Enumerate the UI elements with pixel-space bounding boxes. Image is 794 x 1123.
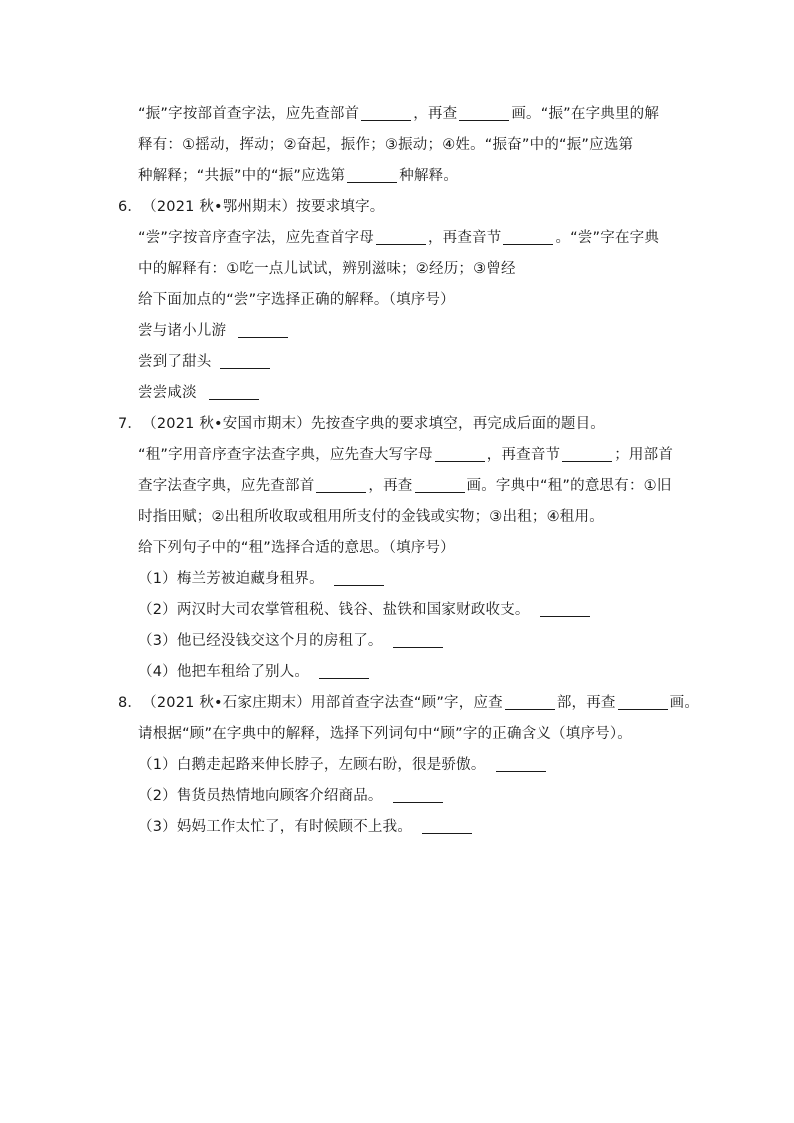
- answer-blank[interactable]: [238, 323, 288, 338]
- q6-line-1: “尝”字按音序查字法，应先查首字母 ，再查音节 。“尝”字在字典: [138, 230, 660, 246]
- q7-item-3: （3）他已经没钱交这个月的房租了。: [138, 631, 445, 651]
- answer-blank[interactable]: [459, 106, 509, 121]
- q7-line-4: 给下列句子中的“租”选择合适的意思。（填序号）: [138, 540, 455, 556]
- q7-item-4: （4）他把车租给了别人。: [138, 662, 371, 682]
- answer-blank[interactable]: [540, 602, 590, 617]
- answer-blank[interactable]: [220, 354, 270, 369]
- q6-line-3: 给下面加点的“尝”字选择正确的解释。（填序号）: [138, 292, 455, 308]
- q5-line-1: “振”字按部首查字法，应先查部首 ，再查 画。“振”在字典里的解: [138, 106, 660, 122]
- answer-blank[interactable]: [316, 478, 366, 493]
- q8-item-1: （1）白鹅走起路来伸长脖子，左顾右盼，很是骄傲。: [138, 755, 548, 775]
- q8-line-2: 请根据“顾”在字典中的解释，选择下列词句中“顾”字的正确含义（填序号）。: [138, 726, 632, 742]
- question-source: （2021 秋•石家庄期末）用部首查字法查“顾”字，应查: [142, 695, 503, 711]
- answer-blank[interactable]: [393, 788, 443, 803]
- answer-blank[interactable]: [376, 230, 426, 245]
- q6-item-1: 尝与诸小儿游: [138, 321, 290, 341]
- q8-item-3: （3）妈妈工作太忙了，有时候顾不上我。: [138, 817, 474, 837]
- q7-line-1: “租”字用音序查字法查字典，应先查大写字母 ，再查音节 ；用部首: [138, 447, 674, 463]
- q6-item-3: 尝尝咸淡: [138, 383, 261, 403]
- q7-header: [118, 414, 605, 434]
- answer-blank[interactable]: [505, 695, 555, 710]
- answer-blank[interactable]: [496, 757, 546, 772]
- q7-line-3: 时指田赋；②出租所收取或租用所支付的金钱或实物；③出租；④租用。: [138, 509, 604, 525]
- q7-item-1: （1）梅兰芳被迫藏身租界。: [138, 569, 386, 589]
- q6-header: [118, 197, 385, 217]
- q8-item-2: （2）售货员热情地向顾客介绍商品。: [138, 786, 445, 806]
- q5-line-2: 释有：①摇动，挥动；②奋起，振作；③振动；④姓。“振奋”中的“振”应选第: [138, 137, 634, 153]
- answer-blank[interactable]: [393, 633, 443, 648]
- answer-blank[interactable]: [422, 819, 472, 834]
- q7-line-2: 查字法查字典，应先查部首 ，再查 画。字典中“租”的意思有：①旧: [138, 478, 672, 494]
- answer-blank[interactable]: [334, 571, 384, 586]
- q6-line-2: 中的解释有：①吃一点儿试试，辨别滋味；②经历；③曾经: [138, 261, 516, 277]
- q5-line-3: 种解释；“共振”中的“振”应选第 种解释。: [138, 168, 459, 184]
- question-source: （2021 秋•安国市期末）先按查字典的要求填空，再完成后面的题目。: [142, 416, 606, 432]
- answer-blank[interactable]: [503, 230, 553, 245]
- question-number: 8．: [118, 695, 143, 711]
- answer-blank[interactable]: [618, 695, 668, 710]
- answer-blank[interactable]: [361, 106, 411, 121]
- question-number: 6．: [118, 199, 143, 215]
- q6-item-2: 尝到了甜头: [138, 352, 272, 372]
- q7-item-2: （2）两汉时大司农掌管租税、钱谷、盐铁和国家财政收支。: [138, 600, 592, 620]
- answer-blank[interactable]: [562, 447, 612, 462]
- answer-blank[interactable]: [347, 168, 397, 183]
- answer-blank[interactable]: [319, 664, 369, 679]
- answer-blank[interactable]: [415, 478, 465, 493]
- answer-blank[interactable]: [435, 447, 485, 462]
- question-source: （2021 秋•鄂州期末）按要求填字。: [142, 199, 385, 215]
- question-number: 7．: [118, 416, 143, 432]
- q8-header: 8．（2021 秋•石家庄期末）用部首查字法查“顾”字，应查 部，再查 画。: [118, 695, 700, 711]
- answer-blank[interactable]: [209, 385, 259, 400]
